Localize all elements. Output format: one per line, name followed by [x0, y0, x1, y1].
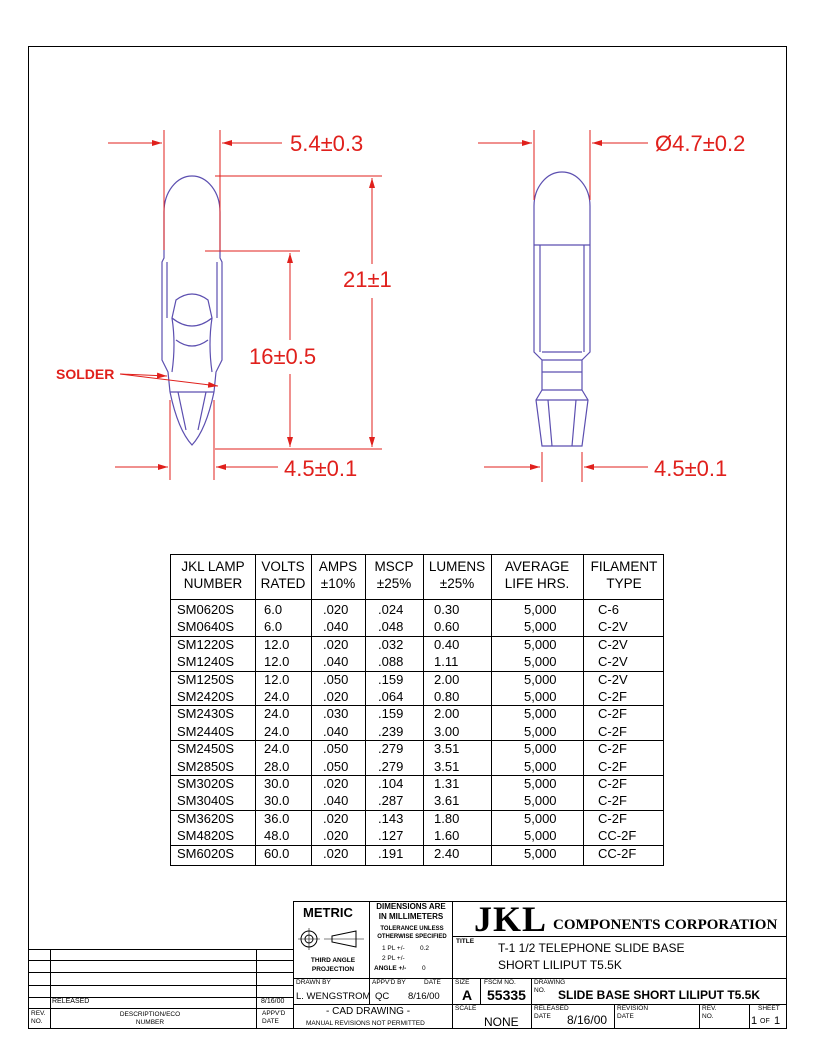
rev-block-released-date: 8/16/00	[261, 998, 285, 1005]
table-cell: .159	[378, 706, 404, 722]
table-cell: 0.40	[434, 636, 460, 652]
table-cell: SM1220S	[177, 636, 235, 652]
table-row	[171, 705, 663, 723]
third-angle-projection-icon	[298, 928, 368, 950]
length-dimension-label: 21±1	[343, 267, 392, 292]
table-cell: 12.0	[264, 636, 290, 652]
table-cell: 5,000	[524, 706, 557, 722]
table-cell: 30.0	[264, 793, 290, 809]
sheet-number: 1	[751, 1015, 758, 1027]
table-cell: C-2V	[598, 654, 628, 670]
company-logo: JKL	[474, 899, 548, 939]
rev-block-description: DESCRIPTION/ECO NUMBER	[119, 1011, 181, 1026]
table-cell: 2.40	[434, 845, 460, 861]
table-cell: SM2420S	[177, 689, 235, 704]
table-cell: 5,000	[524, 845, 557, 861]
spec-table-header-cell: FILAMENT TYPE	[590, 559, 658, 591]
manual-revisions-note: MANUAL REVISIONS NOT PERMITTED	[306, 1020, 425, 1027]
diameter-dimension-label: Ø4.7±0.2	[655, 131, 746, 156]
table-cell: SM4820S	[177, 828, 235, 844]
drawn-by-value: L. WENGSTROM	[296, 991, 371, 1002]
table-cell: 0.60	[434, 619, 460, 635]
table-row	[171, 827, 663, 845]
table-cell: 3.51	[434, 741, 460, 757]
fscm-label: FSCM NO.	[484, 979, 516, 986]
dimensions-note: DIMENSIONS ARE IN MILLIMETERS	[376, 902, 446, 921]
table-cell: .239	[378, 723, 404, 739]
table-row	[171, 723, 663, 741]
table-cell: 5,000	[524, 602, 557, 617]
angle-tolerance-value: 0	[422, 965, 426, 972]
spec-table-header-cell: AMPS ±10%	[318, 559, 358, 591]
table-cell: C-6	[598, 602, 619, 617]
title-label: TITLE	[456, 938, 475, 945]
table-cell: .020	[323, 636, 349, 652]
table-cell: SM0640S	[177, 619, 235, 635]
table-cell: .040	[323, 619, 349, 635]
projection-note: THIRD ANGLE PROJECTION	[310, 957, 356, 973]
table-cell: 24.0	[264, 689, 290, 704]
table-cell: C-2F	[598, 689, 627, 704]
table-cell: .088	[378, 654, 404, 670]
table-cell: .050	[323, 758, 349, 774]
spec-table-header-cell: MSCP ±25%	[374, 559, 414, 591]
drawing-no-label: DRAWING NO.	[534, 979, 566, 994]
table-cell: 60.0	[264, 845, 290, 861]
table-cell: .030	[323, 706, 349, 722]
table-cell: 6.0	[264, 619, 283, 635]
table-cell: 1.60	[434, 828, 460, 844]
table-cell: 3.00	[434, 723, 460, 739]
size-label: SIZE	[455, 979, 470, 986]
table-cell: .040	[323, 723, 349, 739]
table-cell: 3.61	[434, 793, 460, 809]
table-cell: .020	[323, 602, 349, 617]
table-cell: 5,000	[524, 741, 557, 757]
title-line-1: T-1 1/2 TELEPHONE SLIDE BASE	[498, 941, 685, 955]
table-cell: .020	[323, 810, 349, 826]
table-cell: .020	[323, 689, 349, 704]
table-cell: 28.0	[264, 758, 290, 774]
size-value: A	[462, 987, 473, 1003]
approved-by-label: APPV'D BY	[372, 979, 406, 986]
sheet-label: SHEET	[758, 1005, 780, 1012]
table-cell: 0.30	[434, 602, 460, 617]
table-cell: C-2V	[598, 636, 628, 652]
table-cell: .143	[378, 810, 404, 826]
table-cell: 5,000	[524, 810, 557, 826]
table-cell: 3.51	[434, 758, 460, 774]
table-cell: 2.00	[434, 706, 460, 722]
drawn-by-label: DRAWN BY	[296, 979, 331, 986]
table-cell: 12.0	[264, 671, 290, 687]
table-cell: C-2F	[598, 793, 627, 809]
solder-label: SOLDER	[56, 366, 115, 382]
rev-block-appvd-date: APPV'D DATE	[262, 1010, 286, 1025]
angle-tolerance-label: ANGLE +/-	[374, 965, 407, 972]
table-cell: .032	[378, 636, 404, 652]
table-cell: SM2450S	[177, 741, 235, 757]
table-row	[171, 758, 663, 776]
table-cell: SM3620S	[177, 810, 235, 826]
lamp-spec-table	[170, 554, 664, 866]
base-length-dimension-label: 16±0.5	[249, 344, 317, 369]
sheet-of-label: OF	[760, 1018, 770, 1025]
table-row	[171, 653, 663, 671]
table-cell: 12.0	[264, 654, 290, 670]
rev-block-released: RELEASED	[52, 998, 90, 1005]
table-cell: SM0620S	[177, 602, 235, 617]
table-cell: 48.0	[264, 828, 290, 844]
table-cell: .287	[378, 793, 404, 809]
table-row	[171, 740, 663, 758]
metric-label: METRIC	[303, 905, 353, 920]
table-row	[171, 636, 663, 654]
left-bottom-dimension-label: 4.5±0.1	[284, 456, 358, 481]
table-cell: .064	[378, 689, 404, 704]
table-cell: SM1250S	[177, 671, 235, 687]
table-cell: .191	[378, 845, 404, 861]
table-row	[171, 688, 663, 706]
table-cell: C-2F	[598, 758, 627, 774]
table-row	[171, 775, 663, 793]
table-cell: SM3040S	[177, 793, 235, 809]
table-cell: 1.80	[434, 810, 460, 826]
tolerance-note: TOLERANCE UNLESS OTHERWISE SPECIFIED	[377, 926, 447, 940]
table-row	[171, 845, 663, 863]
table-cell: C-2F	[598, 810, 627, 826]
table-cell: 30.0	[264, 776, 290, 791]
table-cell: 5,000	[524, 776, 557, 791]
table-cell: 5,000	[524, 619, 557, 635]
table-cell: .127	[378, 828, 404, 844]
table-cell: 5,000	[524, 793, 557, 809]
table-cell: C-2F	[598, 741, 627, 757]
scale-value: NONE	[484, 1015, 519, 1029]
fscm-value: 55335	[487, 987, 526, 1003]
spec-table-header-cell: LUMENS ±25%	[428, 559, 486, 591]
table-cell: 5,000	[524, 671, 557, 687]
table-cell: .040	[323, 654, 349, 670]
table-cell: .104	[378, 776, 404, 791]
spec-table-header-cell: AVERAGE LIFE HRS.	[504, 559, 570, 591]
table-cell: CC-2F	[598, 828, 637, 844]
table-cell: 24.0	[264, 741, 290, 757]
right-bottom-dimension-label: 4.5±0.1	[654, 456, 728, 481]
approved-by-value: QC	[375, 991, 390, 1002]
table-row	[171, 618, 663, 636]
sheet-total: 1	[774, 1015, 781, 1027]
left-view-dimensions	[108, 130, 382, 480]
table-cell: SM2430S	[177, 706, 235, 722]
table-cell: SM3020S	[177, 776, 235, 791]
table-row	[171, 601, 663, 619]
table-cell: 5,000	[524, 636, 557, 652]
date-label: DATE	[424, 979, 441, 986]
spec-table-header-cell: JKL LAMP NUMBER	[181, 559, 245, 591]
table-cell: C-2F	[598, 776, 627, 791]
table-cell: 0.80	[434, 689, 460, 704]
lamp-technical-drawing	[0, 0, 816, 520]
rev-block-rev-no: REV. NO.	[31, 1010, 46, 1025]
tolerance-2pl-label: 2 PL +/-	[382, 955, 405, 962]
right-view-lamp-outline	[534, 172, 590, 446]
table-row	[171, 671, 663, 689]
table-cell: .040	[323, 793, 349, 809]
approved-date-value: 8/16/00	[408, 991, 440, 1002]
table-cell: C-2V	[598, 619, 628, 635]
tolerance-1pl-value: 0.2	[420, 945, 430, 952]
released-date-value: 8/16/00	[567, 1013, 608, 1027]
table-cell: 1.11	[434, 654, 459, 670]
rev-no-label: REV. NO.	[702, 1005, 717, 1020]
table-cell: C-2F	[598, 706, 627, 722]
table-cell: 5,000	[524, 654, 557, 670]
table-cell: .020	[323, 828, 349, 844]
revision-date-label: REVISION DATE	[617, 1005, 649, 1020]
table-cell: .048	[378, 619, 404, 635]
table-row	[171, 810, 663, 828]
scale-label: SCALE	[455, 1005, 477, 1012]
table-cell: 24.0	[264, 723, 290, 739]
table-cell: SM6020S	[177, 845, 235, 861]
table-cell: .024	[378, 602, 404, 617]
table-cell: SM2440S	[177, 723, 235, 739]
table-cell: .020	[323, 845, 349, 861]
table-cell: .050	[323, 741, 349, 757]
table-cell: 1.31	[434, 776, 460, 791]
spec-table-header-cell: VOLTS RATED	[260, 559, 306, 591]
table-cell: 5,000	[524, 723, 557, 739]
table-cell: 5,000	[524, 758, 557, 774]
table-cell: 36.0	[264, 810, 290, 826]
table-cell: .279	[378, 758, 404, 774]
table-cell: .050	[323, 671, 349, 687]
right-view-dimensions	[478, 130, 648, 482]
table-cell: .159	[378, 671, 404, 687]
table-cell: 5,000	[524, 689, 557, 704]
table-cell: .279	[378, 741, 404, 757]
left-view-lamp-outline	[162, 176, 222, 445]
table-cell: 2.00	[434, 671, 460, 687]
company-name: COMPONENTS CORPORATION	[553, 917, 778, 933]
title-line-2: SHORT LILIPUT T5.5K	[498, 958, 622, 972]
table-cell: 6.0	[264, 602, 283, 617]
table-cell: CC-2F	[598, 845, 637, 861]
cad-drawing-label: - CAD DRAWING -	[326, 1006, 411, 1017]
table-cell: SM1240S	[177, 654, 235, 670]
table-cell: SM2850S	[177, 758, 235, 774]
table-cell: C-2F	[598, 723, 627, 739]
released-date-label: RELEASED DATE	[534, 1005, 569, 1020]
tolerance-1pl-label: 1 PL +/-	[382, 945, 405, 952]
table-cell: .020	[323, 776, 349, 791]
table-row	[171, 792, 663, 810]
table-cell: 5,000	[524, 828, 557, 844]
width-dimension-label: 5.4±0.3	[290, 131, 364, 156]
drawing-no-value: SLIDE BASE SHORT LILIPUT T5.5K	[558, 988, 761, 1002]
table-cell: 24.0	[264, 706, 290, 722]
table-cell: C-2V	[598, 671, 628, 687]
